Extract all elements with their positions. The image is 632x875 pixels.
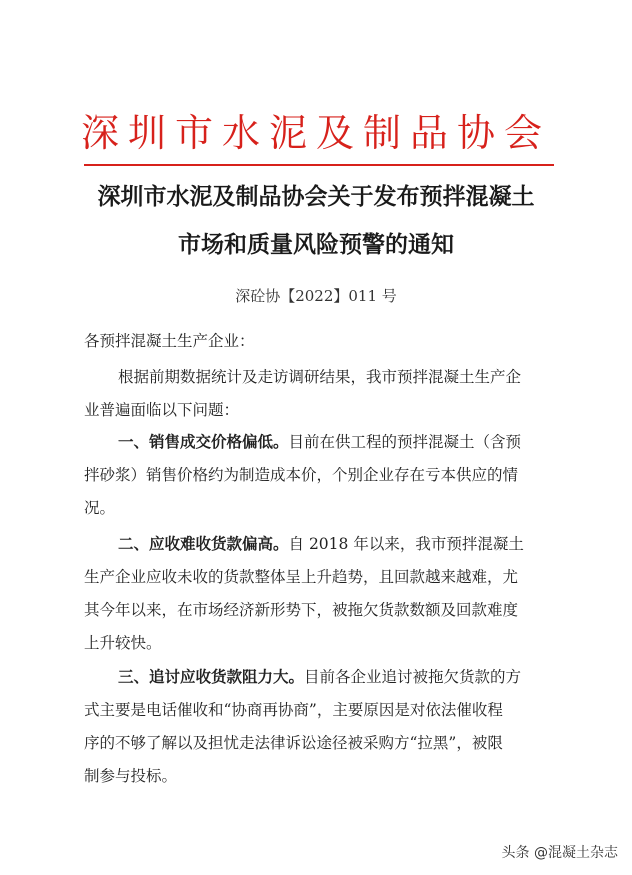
item-1-first-line (118, 431, 521, 453)
letterhead-divider (84, 164, 554, 166)
item-2-first-line (118, 533, 524, 555)
item-2-line-2: 生产企业应收未收的货款整体呈上升趋势，且回款越来越难，尤 (84, 568, 519, 586)
document-title-line-2: 市场和质量风险预警的通知 (178, 232, 454, 258)
item-1-heading: 一、销售成交价格偏低。 (118, 433, 289, 451)
item-2-line-3: 其今年以来，在市场经济新形势下，被拖欠货款数额及回款难度 (84, 601, 519, 619)
item-1-text: 目前在供工程的预拌混凝土（含预 (288, 433, 522, 451)
item-1-line-3: 况。 (84, 499, 116, 517)
watermark: 头条 @混凝土杂志 (501, 845, 618, 861)
item-2-text: 自 2018 年以来，我市预拌混凝土 (288, 535, 524, 553)
document-number: 深砼协【2022】011 号 (235, 287, 397, 305)
item-1-line-2: 拌砂浆）销售价格约为制造成本价，个别企业存在亏本供应的情 (84, 466, 519, 484)
item-3-text: 目前各企业追讨被拖欠货款的方 (304, 668, 522, 686)
item-3-line-3: 序的不够了解以及担忧走法律诉讼途径被采购方“拉黑”，被限 (84, 734, 503, 752)
intro-line-1: 根据前期数据统计及走访调研结果，我市预拌混凝土生产企 (118, 368, 522, 386)
organization-letterhead: 深圳市水泥及制品协会 (80, 111, 551, 155)
item-3-line-4: 制参与投标。 (84, 767, 178, 785)
item-3-first-line (118, 666, 521, 688)
item-3-line-2: 式主要是电话催收和“协商再协商”，主要原因是对依法催收程 (84, 701, 503, 719)
salutation: 各预拌混凝土生产企业： (84, 332, 255, 350)
item-3-heading: 三、追讨应收货款阻力大。 (118, 668, 305, 686)
document-title-line-1: 深圳市水泥及制品协会关于发布预拌混凝土 (97, 184, 535, 210)
item-2-heading: 二、应收难收货款偏高。 (118, 535, 289, 553)
item-2-line-4: 上升较快。 (84, 634, 162, 652)
intro-line-2: 业普遍面临以下问题： (84, 401, 240, 419)
